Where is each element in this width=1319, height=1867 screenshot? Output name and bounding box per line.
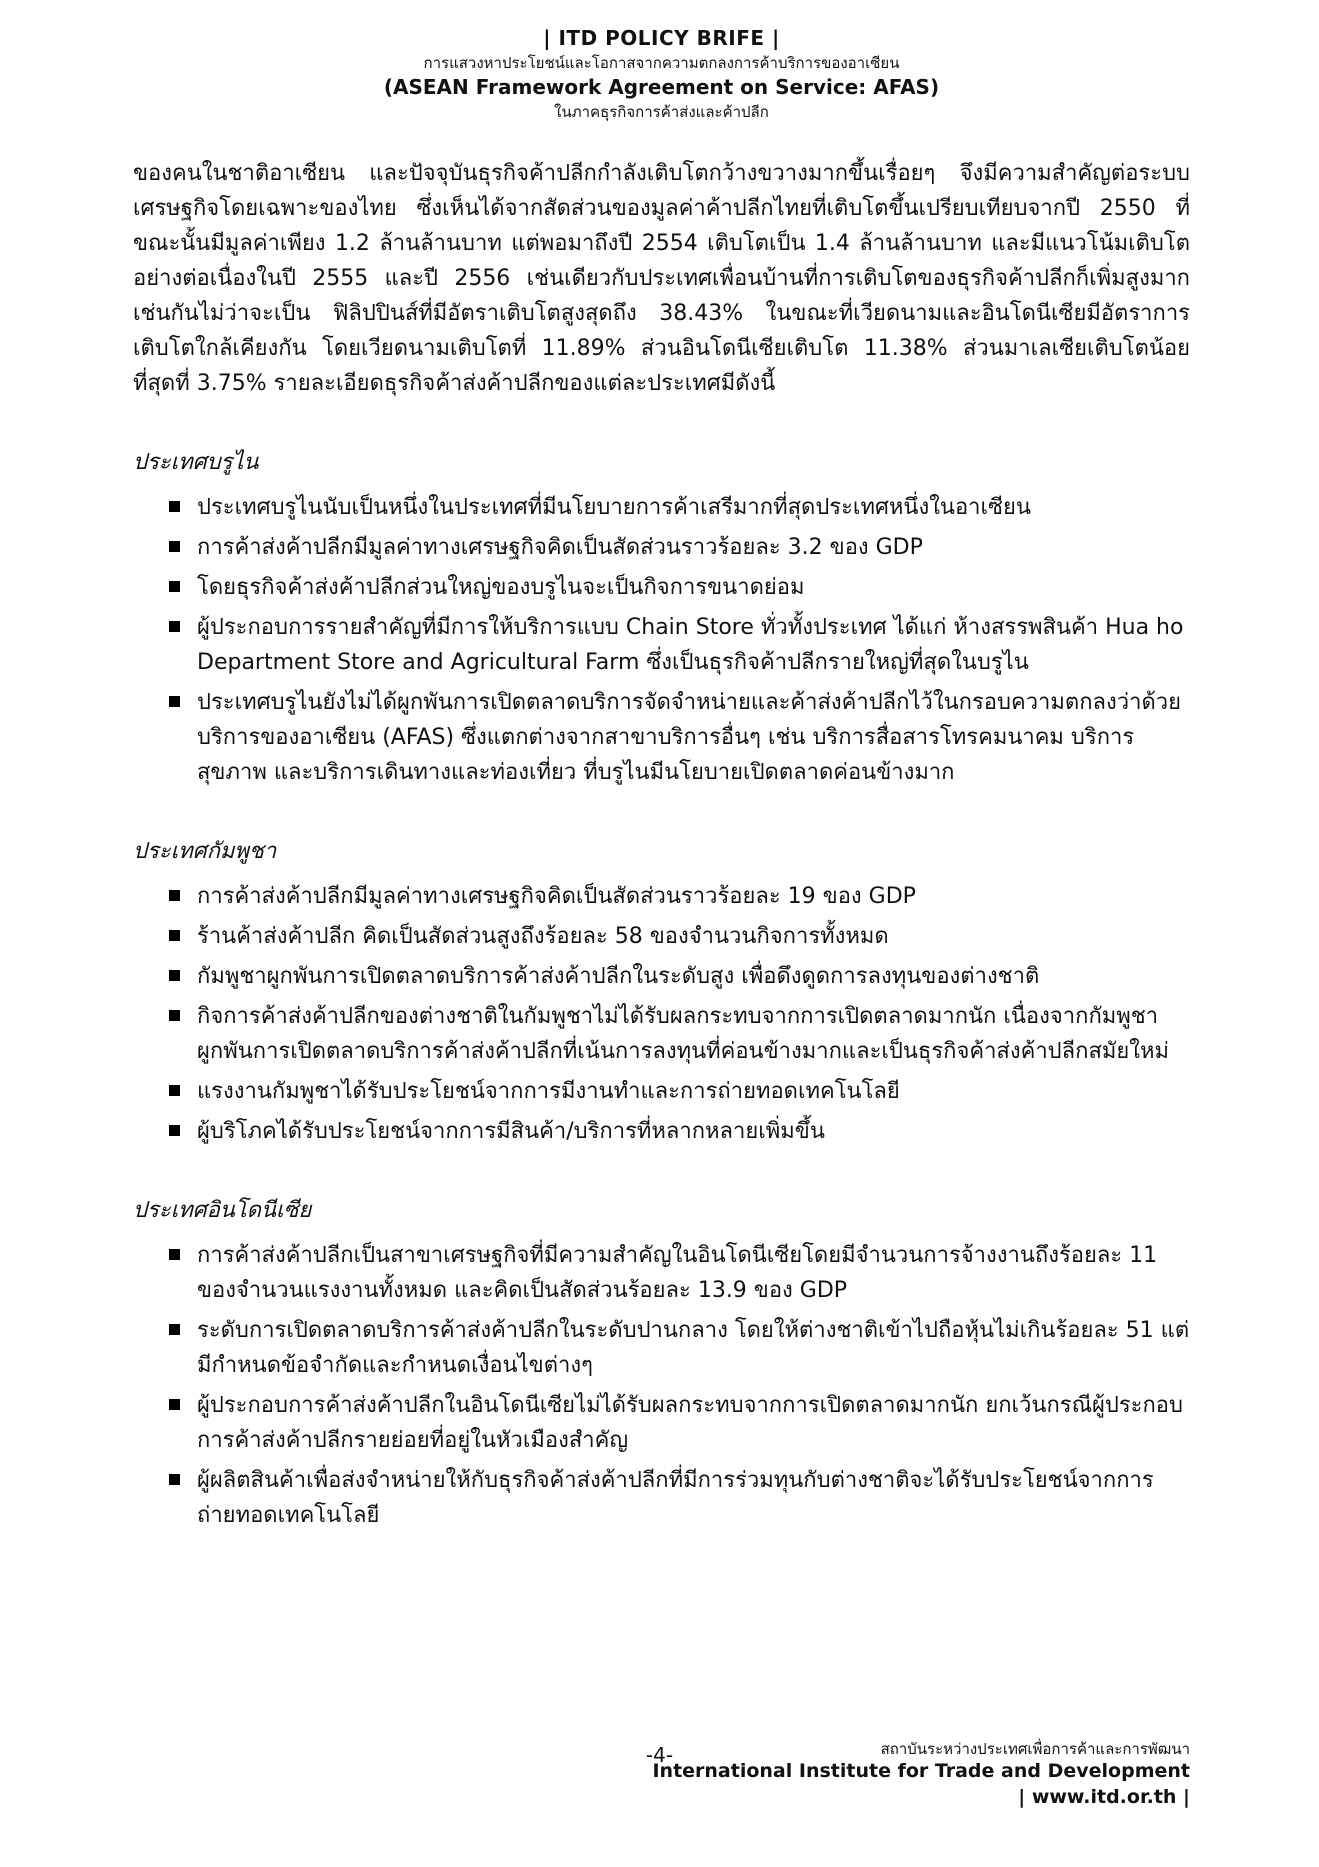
square-bullet-icon — [169, 541, 180, 552]
bullet-text: การค้าส่งค้าปลีกเป็นสาขาเศรษฐกิจที่มีความสำคัญในอินโดนีเซียโดยมีจำนวนการจ้างงานถึงร้อยละ 11 ของจำนวนแรงงานทั้งหมด และคิดเป็นสัดส่วนร้อยละ 13.9 ของ GDP — [197, 1242, 1158, 1303]
list-item — [133, 1463, 1190, 1533]
list-item — [133, 685, 1190, 790]
square-bullet-icon — [169, 501, 180, 512]
bullet-text: ผู้บริโภคได้รับประโยชน์จากการมีสินค้า/บริการที่หลากหลายเพิ่มขึ้น — [197, 1118, 825, 1144]
bullet-text: ประเทศบรูไนนับเป็นหนึ่งในประเทศที่มีนโยบายการค้าเสรีมากที่สุดประเทศหนึ่งในอาเซียน — [197, 494, 1031, 520]
square-bullet-icon — [169, 890, 180, 901]
bullet-text: กัมพูชาผูกพันการเปิดตลาดบริการค้าส่งค้าปลีกในระดับสูง เพื่อดึงดูดการลงทุนของต่างชาติ — [197, 963, 1040, 989]
square-bullet-icon — [169, 970, 180, 981]
doc-subtitle-english: (ASEAN Framework Agreement on Service: AFAS) — [383, 74, 940, 99]
list-item — [133, 610, 1190, 680]
list-item — [133, 919, 1190, 954]
bullet-text: กิจการค้าส่งค้าปลีกของต่างชาติในกัมพูชาไม่ได้รับผลกระทบจากการเปิดตลาดมากนัก เนื่องจากกัมพูชาผูกพันการเปิดตลาดบริการค้าส่งค้าปลีกที่เน้นการลงทุนที่ค่อนข้างมากและเป็นธุรกิจค้าส่งค้าปลีกสมัยใหม่ — [197, 1003, 1170, 1064]
bullet-text: แรงงานกัมพูชาได้รับประโยชน์จากการมีงานทำและการถ่ายทอดเทคโนโลยี — [197, 1078, 900, 1104]
document-footer — [0, 1739, 1319, 1829]
bullet-text: ร้านค้าส่งค้าปลีก คิดเป็นสัดส่วนสูงถึงร้อยละ 58 ของจำนวนกิจการทั้งหมด — [197, 923, 889, 949]
doc-title: | ITD POLICY BRIFE | — [543, 26, 780, 50]
doc-subtitle-thai: การแสวงหาประโยชน์และโอกาสจากความตกลงการค้าบริการของอาเซียน — [423, 54, 900, 72]
bullet-list — [133, 490, 1190, 790]
square-bullet-icon — [169, 1324, 180, 1335]
square-bullet-icon — [169, 1085, 180, 1096]
footer-org-thai: สถาบันระหว่างประเทศเพื่อการค้าและการพัฒนา — [880, 1740, 1190, 1758]
footer-org-english: International Institute for Trade and Development — [652, 1760, 1190, 1783]
list-item — [133, 1074, 1190, 1109]
bullet-list — [133, 879, 1190, 1149]
bullet-text: ผู้ประกอบการรายสำคัญที่มีการให้บริการแบบ Chain Store ทั่วทั้งประเทศ ได้แก่ ห้างสรรพสินค้า Hua ho Department Store and Agricultural Farm ซึ่งเป็นธุรกิจค้าปลีกรายใหญ่ที่สุดในบรูไน — [197, 614, 1184, 675]
square-bullet-icon — [169, 1125, 180, 1136]
square-bullet-icon — [169, 1249, 180, 1260]
footer-website: | www.itd.or.th | — [1018, 1785, 1190, 1808]
list-item — [133, 959, 1190, 994]
list-item — [133, 1114, 1190, 1149]
bullet-text: ผู้ประกอบการค้าส่งค้าปลีกในอินโดนีเซียไม่ได้รับผลกระทบจากการเปิดตลาดมากนัก ยกเว้นกรณีผู้ประกอบการค้าส่งค้าปลีกรายย่อยที่อยู่ในหัวเมืองสำคัญ — [197, 1392, 1183, 1453]
section-cambodia — [133, 834, 1190, 1149]
bullet-text: โดยธุรกิจค้าส่งค้าปลีกส่วนใหญ่ของบรูไนจะเป็นกิจการขนาดย่อม — [197, 574, 805, 600]
list-item — [133, 490, 1190, 525]
intro-paragraph: ของคนในชาติอาเซียน และปัจจุบันธุรกิจค้าปลีกกำลังเติบโตกว้างขวางมากขึ้นเรื่อยๆ จึงมีความสำคัญต่อระบบเศรษฐกิจโดยเฉพาะของไทย ซึ่งเห็นได้จากสัดส่วนของมูลค่าค้าปลีกไทยที่เติบโตขึ้นเปรียบเทียบจากปี 2550 ที่ขณะนั้นมีมูลค่าเพียง 1.2 ล้านล้านบาท แต่พอมาถึงปี 2554 เติบโตเป็น 1.4 ล้านล้านบาท และมีแนวโน้มเติบโตอย่างต่อเนื่องในปี 2555 และปี 2556 เช่นเดียวกับประเทศเพื่อนบ้านที่การเติบโตของธุรกิจค้าปลีกก็เพิ่มสูงมากเช่นกันไม่ว่าจะเป็น ฟิลิปปินส์ที่มีอัตราเติบโตสูงสุดถึง 38.43% ในขณะที่เวียดนามและอินโดนีเซียมีอัตราการเติบโตใกล้เคียงกัน โดยเวียดนามเติบโตที่ 11.89% ส่วนอินโดนีเซียเติบโต 11.38% ส่วนมาเลเซียเติบโตน้อยที่สุดที่ 3.75% รายละเอียดธุรกิจค้าส่งค้าปลีกของแต่ละประเทศมีดังนี้ — [133, 160, 1190, 396]
bullet-text: การค้าส่งค้าปลีกมีมูลค่าทางเศรษฐกิจคิดเป็นสัดส่วนราวร้อยละ 19 ของ GDP — [197, 883, 916, 909]
square-bullet-icon — [169, 1474, 180, 1485]
section-brunei — [133, 445, 1190, 790]
list-item — [133, 530, 1190, 565]
section-heading: ประเทศบรูไน — [133, 449, 259, 475]
bullet-text: ระดับการเปิดตลาดบริการค้าส่งค้าปลีกในระดับปานกลาง โดยให้ต่างชาติเข้าไปถือหุ้นไม่เกินร้อยละ 51 แต่มีกำหนดข้อจำกัดและกำหนดเงื่อนไขต่างๆ — [197, 1317, 1190, 1378]
page-number: -4- — [645, 1743, 674, 1767]
list-item — [133, 879, 1190, 914]
list-item — [133, 570, 1190, 605]
document-body — [133, 156, 1190, 1533]
bullet-text: ผู้ผลิตสินค้าเพื่อส่งจำหน่ายให้กับธุรกิจค้าส่งค้าปลีกที่มีการร่วมทุนกับต่างชาติจะได้รับประโยชน์จากการถ่ายทอดเทคโนโลยี — [197, 1467, 1154, 1528]
square-bullet-icon — [169, 621, 180, 632]
list-item — [133, 1388, 1190, 1458]
list-item — [133, 999, 1190, 1069]
footer-org-block — [652, 1739, 1190, 1811]
square-bullet-icon — [169, 1010, 180, 1021]
bullet-list — [133, 1238, 1190, 1533]
square-bullet-icon — [169, 581, 180, 592]
list-item — [133, 1313, 1190, 1383]
document-header — [133, 26, 1190, 122]
doc-subtitle-thai-2: ในภาคธุรกิจการค้าส่งและค้าปลีก — [554, 102, 769, 121]
square-bullet-icon — [169, 1399, 180, 1410]
list-item — [133, 1238, 1190, 1308]
square-bullet-icon — [169, 930, 180, 941]
square-bullet-icon — [169, 696, 180, 707]
section-heading: ประเทศอินโดนีเซีย — [133, 1197, 312, 1223]
section-heading: ประเทศกัมพูชา — [133, 838, 277, 864]
section-indonesia — [133, 1193, 1190, 1533]
bullet-text: การค้าส่งค้าปลีกมีมูลค่าทางเศรษฐกิจคิดเป็นสัดส่วนราวร้อยละ 3.2 ของ GDP — [197, 534, 923, 560]
bullet-text: ประเทศบรูไนยังไม่ได้ผูกพันการเปิดตลาดบริการจัดจำหน่ายและค้าส่งค้าปลีกไว้ในกรอบความตกลงว่าด้วยบริการของอาเซียน (AFAS) ซึ่งแตกต่างจากสาขาบริการอื่นๆ เช่น บริการสื่อสารโทรคมนาคม บริการสุขภาพ และบริการเดินทางและท่องเที่ยว ที่บรูไนมีนโยบายเปิดตลาดค่อนข้างมาก — [197, 689, 1181, 785]
